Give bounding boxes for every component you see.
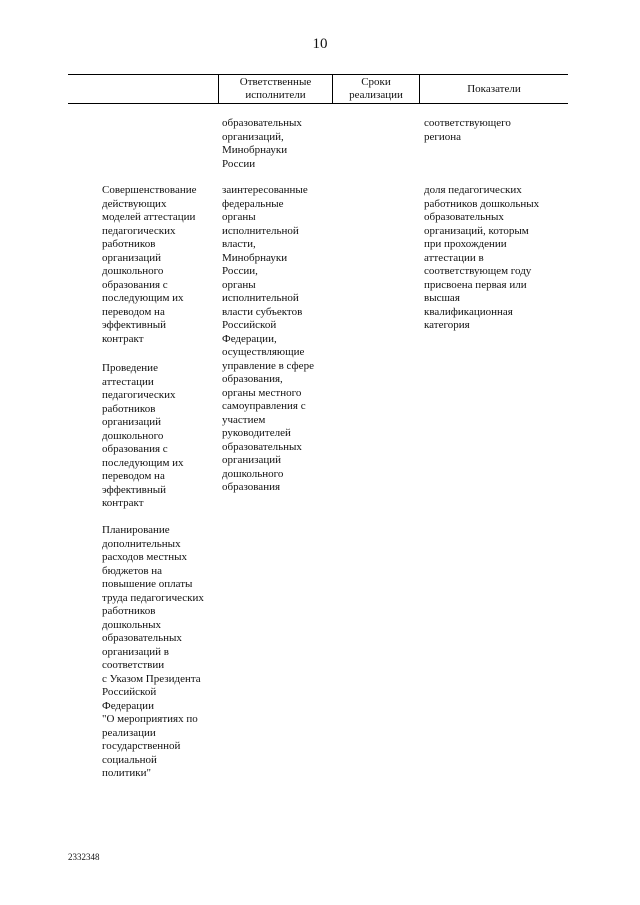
header-indicators: Показатели bbox=[467, 82, 521, 95]
header-responsible: Ответственные исполнители bbox=[239, 76, 312, 101]
responsible-executors: заинтересованные федеральные органы исполнительной власти, Минобрнауки России, органы исполнительной власти субъектов Российской Федерации, осуществляющие управление в сфере образования, органы местного самоуправления с участием руководителей образовательных организаций дошкольного образования bbox=[222, 184, 314, 493]
document-code: 2332348 bbox=[68, 852, 100, 862]
indicator-continued: соответствующего региона bbox=[424, 117, 511, 143]
table-header bbox=[68, 74, 568, 104]
responsible-continued: образовательных организаций, Минобрнауки России bbox=[222, 117, 302, 170]
page-number: 10 bbox=[312, 36, 328, 52]
measure-improvement-certification: Совершенствование действующих моделей аттестации педагогических работников организаций дошкольного образования с последующим их переводом на эффективный контракт bbox=[102, 184, 197, 345]
measure-conduct-certification: Проведение аттестации педагогических работников организаций дошкольного образования с последующим их переводом на эффективный контракт bbox=[102, 362, 184, 509]
header-deadlines: Сроки реализации bbox=[349, 76, 403, 101]
measure-planning-expenses: Планирование дополнительных расходов местных бюджетов на повышение оплаты труда педагогических работников дошкольных образовательных организаций в соответствии с Указом Президента Российской Федерации "О мероприятиях по реализации государственной социальной политики" bbox=[102, 524, 204, 779]
indicator-share-teachers: доля педагогических работников дошкольных образовательных организаций, которым при прохождении аттестации в соответствующем году присвоена первая или высшая квалификационная категория bbox=[424, 184, 540, 331]
